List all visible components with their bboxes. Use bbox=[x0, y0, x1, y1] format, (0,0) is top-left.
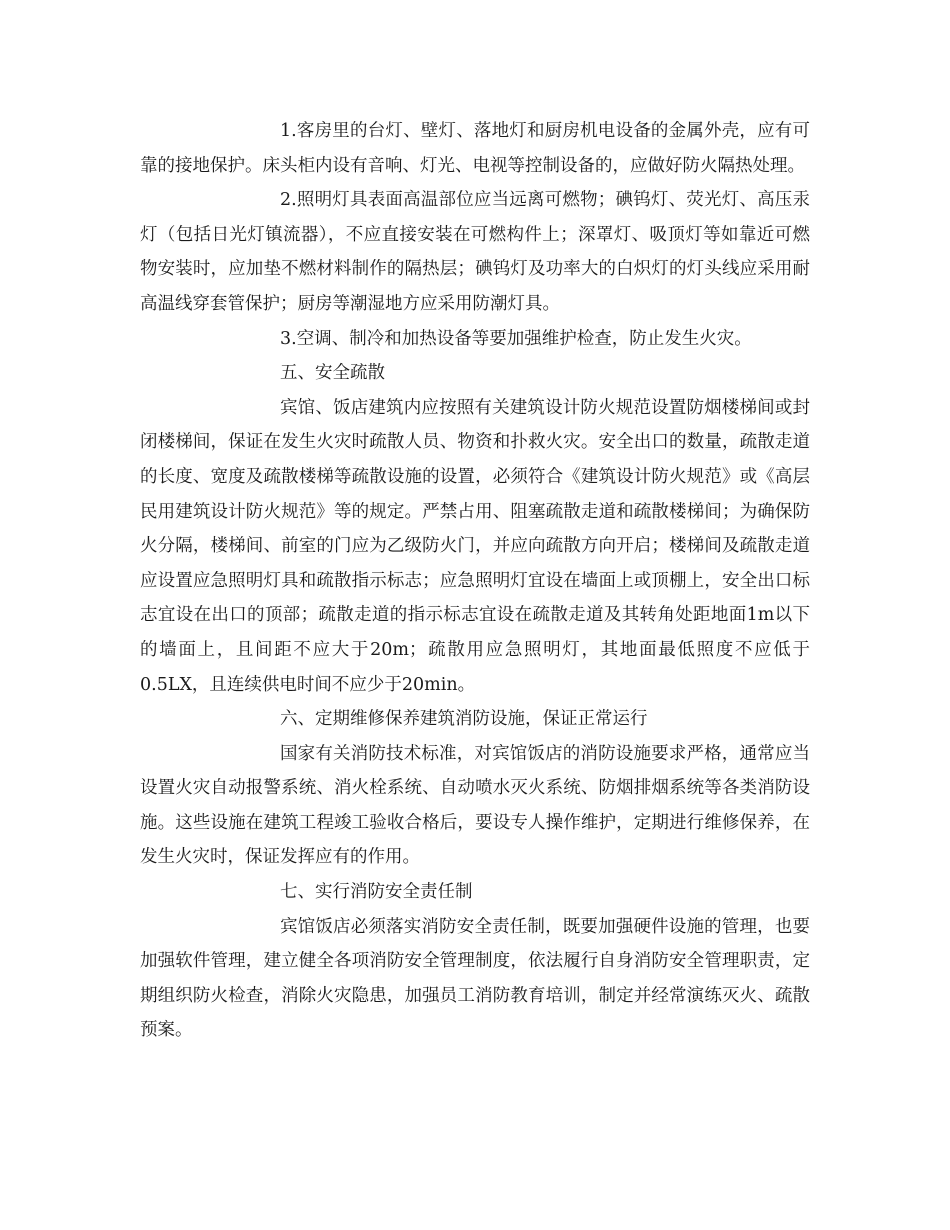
paragraph-lighting-grounding: 1.客房里的台灯、壁灯、落地灯和厨房机电设备的金属外壳，应有可靠的接地保护。床头柜内设有音响、灯光、电视等控制设备的，应做好防火隔热处理。 bbox=[140, 121, 810, 176]
section-heading-maintenance: 六、定期维修保养建筑消防设施，保证正常运行 bbox=[280, 709, 648, 730]
paragraph-responsibility: 宾馆饭店必须落实消防安全责任制，既要加强硬件设施的管理，也要加强软件管理，建立健全各项消防安全管理制度，依法履行自身消防安全管理职责，定期组织防火检查，消除火灾隐患，加强员工消防教育培训，制定并经常演练灭火、疏散预案。 bbox=[140, 916, 810, 1041]
paragraph-maintenance: 国家有关消防技术标准，对宾馆饭店的消防设施要求严格，通常应当设置火灾自动报警系统、消火栓系统、自动喷水灭火系统、防烟排烟系统等各类消防设施。这些设施在建筑工程竣工验收合格后，要设专人操作维护，定期进行维修保养，在发生火灾时，保证发挥应有的作用。 bbox=[140, 743, 810, 868]
section-heading-evacuation: 五、安全疏散 bbox=[280, 363, 385, 384]
document-page bbox=[140, 114, 810, 1048]
paragraph-evacuation: 宾馆、饭店建筑内应按照有关建筑设计防火规范设置防烟楼梯间或封闭楼梯间，保证在发生火灾时疏散人员、物资和扑救火灾。安全出口的数量，疏散走道的长度、宽度及疏散楼梯等疏散设施的设置，必须符合《建筑设计防火规范》或《高层民用建筑设计防火规范》等的规定。严禁占用、阻塞疏散走道和疏散楼梯间；为确保防火分隔，楼梯间、前室的门应为乙级防火门，并应向疏散方向开启；楼梯间及疏散走道应设置应急照明灯具和疏散指示标志；应急照明灯宜设在墙面上或顶棚上，安全出口标志宜设在出口的顶部；疏散走道的指示标志宜设在疏散走道及其转角处距地面1m以下的墙面上，且间距不应大于20m；疏散用应急照明灯，其地面最低照度不应低于0.5LX，且连续供电时间不应少于20min。 bbox=[140, 397, 810, 695]
paragraph-hvac-maintenance: 3.空调、制冷和加热设备等要加强维护检查，防止发生火灾。 bbox=[280, 328, 752, 349]
section-heading-responsibility: 七、实行消防安全责任制 bbox=[280, 882, 473, 903]
paragraph-lamp-placement: 2.照明灯具表面高温部位应当远离可燃物；碘钨灯、荧光灯、高压汞灯（包括日光灯镇流器），不应直接安装在可燃构件上；深罩灯、吸顶灯等如靠近可燃 物安装时，应加垫不燃材料制作的隔热层；碘钨灯及功率大的白炽灯的灯头线应采用耐高温线穿套管保护；厨房等潮湿地方应采用防潮灯具。 bbox=[140, 190, 810, 314]
